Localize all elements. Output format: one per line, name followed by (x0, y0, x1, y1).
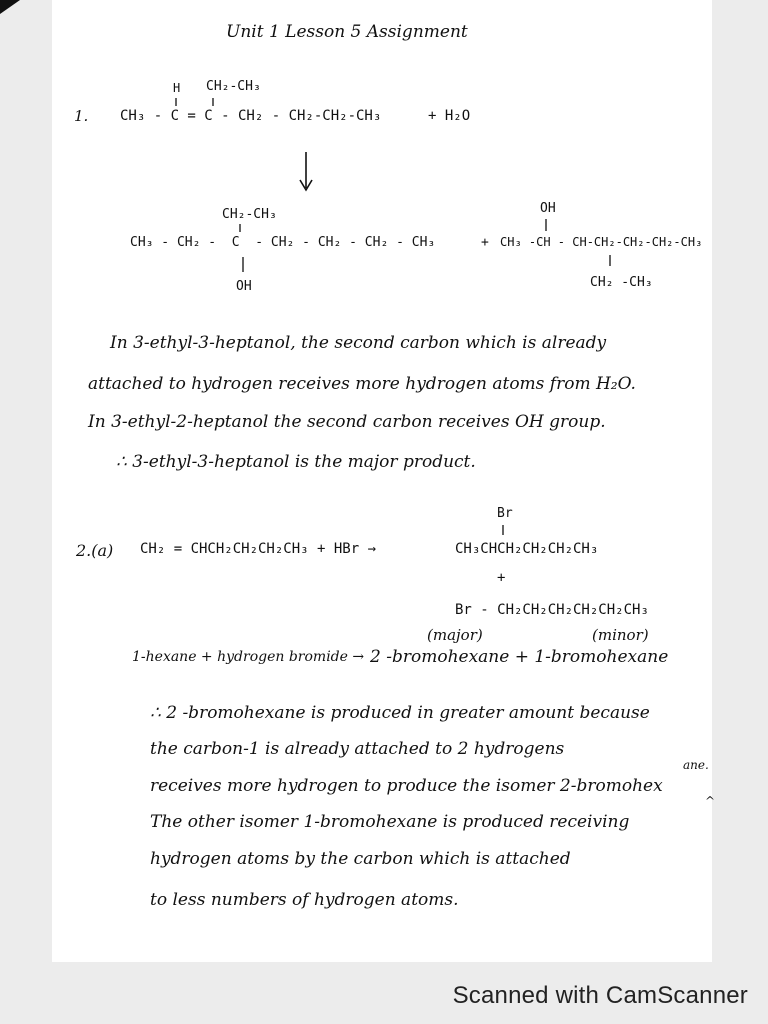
q2-reactant-formula: CH₂ = CHCH₂CH₂CH₂CH₃ + HBr → (140, 541, 377, 557)
q2-minor-label: (minor) (592, 626, 649, 644)
q1-ethyl-substituent: CH₂-CH₃ (206, 79, 261, 94)
q2-explanation-line-4: The other isomer 1-bromohexane is produced receiving (150, 812, 630, 832)
q1-explanation-line-2: attached to hydrogen receives more hydrogen atoms from H₂O. (88, 374, 636, 394)
q1-product-ethyl: CH₂-CH₃ (222, 207, 277, 222)
q1-product-b-oh: OH (540, 201, 556, 216)
q2-product-major-formula: CH₃CHCH₂CH₂CH₂CH₃ (455, 541, 599, 557)
q1-product-major-formula: CH₃ - CH₂ - C - CH₂ - CH₂ - CH₂ - CH₃ (130, 235, 436, 250)
q2-insert-note: ane. (683, 758, 709, 772)
q1-product-oh: OH (236, 279, 252, 294)
q1-plus: + (481, 235, 489, 250)
page-title: Unit 1 Lesson 5 Assignment (226, 22, 468, 42)
q1-number: 1. (74, 107, 89, 125)
q2-explanation-line-2: the carbon-1 is already attached to 2 hydrogens (150, 739, 565, 759)
q1-water: + H₂O (428, 108, 471, 124)
q2-br-substituent: Br (497, 506, 513, 521)
q2-explanation-line-1: ∴ 2 -bromohexane is produced in greater amount because (150, 703, 650, 723)
q2-plus: + (497, 570, 506, 586)
q2-word-equation-lhs: 1-hexane + hydrogen bromide → (132, 649, 365, 665)
q2-number: 2.(a) (76, 541, 114, 560)
q1-product-b-ethyl: CH₂ -CH₃ (590, 275, 653, 290)
q1-product-minor-formula: CH₃ -CH - CH-CH₂-CH₂-CH₂-CH₃ (500, 235, 703, 249)
q1-h-substituent: H (173, 81, 181, 95)
q1-explanation-line-3: In 3-ethyl-2-heptanol the second carbon receives OH group. (88, 412, 606, 432)
q2-major-label: (major) (427, 626, 483, 644)
q1-conclusion: ∴ 3-ethyl-3-heptanol is the major product. (116, 452, 476, 472)
q2-caret-mark: ^ (705, 794, 716, 808)
camscanner-watermark: Scanned with CamScanner (452, 982, 748, 1009)
q1-reactant-formula: CH₃ - C = C - CH₂ - CH₂-CH₂-CH₃ (120, 108, 382, 124)
q2-word-equation-rhs: 2 -bromohexane + 1-bromohexane (370, 647, 669, 667)
q1-explanation-line-1: In 3-ethyl-3-heptanol, the second carbon which is already (110, 333, 607, 353)
q2-explanation-line-3: receives more hydrogen to produce the isomer 2-bromohex (150, 776, 663, 796)
q2-explanation-line-6: to less numbers of hydrogen atoms. (150, 890, 459, 910)
q2-explanation-line-5: hydrogen atoms by the carbon which is attached (150, 849, 571, 869)
q2-product-minor-formula: Br - CH₂CH₂CH₂CH₂CH₂CH₃ (455, 602, 649, 618)
